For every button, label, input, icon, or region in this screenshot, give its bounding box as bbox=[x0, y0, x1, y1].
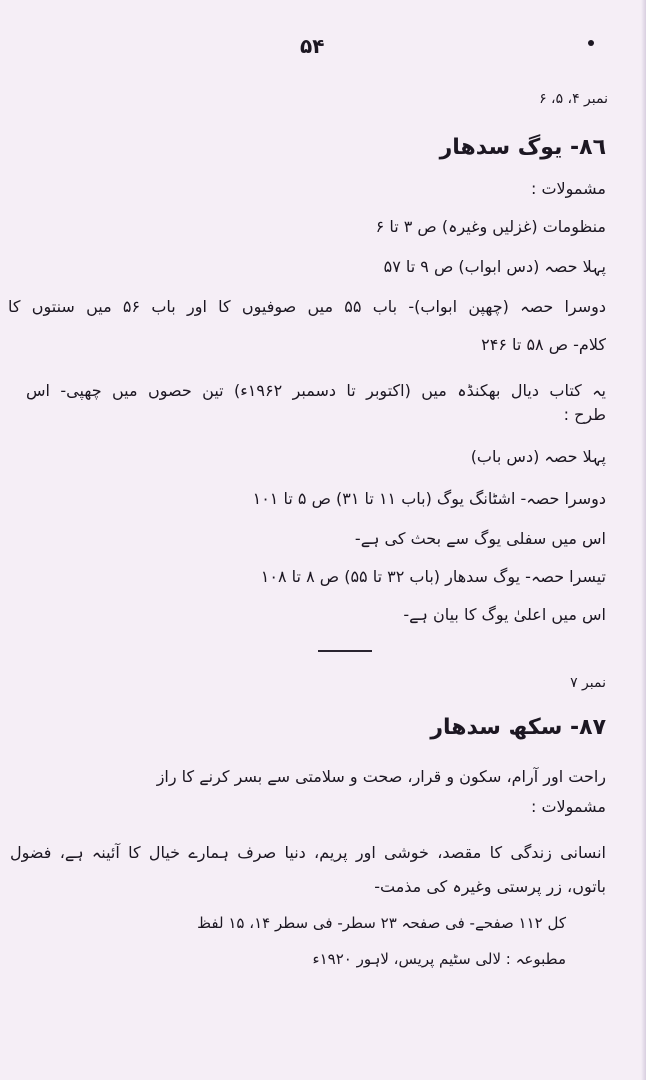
line-contents-label-2: مشمولات : bbox=[530, 797, 606, 816]
line-life-purpose: انسانی زندگی کا مقصد، خوشی اور پریم، دنیا صرف ہمارے خیال کا آئینہ ہے، فضول bbox=[10, 843, 606, 862]
line-condemnation: باتوں، زر پرستی وغیرہ کی مذمت- bbox=[374, 877, 606, 896]
line-publisher: مطبوعہ : لالی سٹیم پریس، لاہور ۱۹۲۰ء bbox=[312, 950, 566, 968]
line-numbers: نمبر ۴، ۵، ۶ bbox=[539, 91, 608, 107]
line-higher-yoga: اس میں اعلیٰ یوگ کا بیان ہے- bbox=[403, 605, 606, 624]
line-third-part: تیسرا حصہ- یوگ سدھار (باب ۳۲ تا ۵۵) ص ۸ تا ۱۰۸ bbox=[260, 567, 606, 586]
line-poems: منظومات (غزلیں وغیرہ) ص ۳ تا ۶ bbox=[375, 217, 606, 236]
line-part-one: پہلا حصہ (دس ابواب) ص ۹ تا ۵۷ bbox=[383, 257, 606, 276]
line-page-stats: کل ۱۱۲ صفحے- فی صفحہ ۲۳ سطر- فی سطر ۱۴، ۱۵ لفظ bbox=[197, 914, 566, 932]
page-number: ۵۴ bbox=[300, 34, 325, 58]
page-dot bbox=[588, 40, 594, 46]
line-number-7: نمبر ۷ bbox=[570, 675, 606, 691]
page-edge bbox=[641, 0, 646, 1080]
line-tarah: طرح : bbox=[563, 405, 606, 424]
line-kalam: کلام- ص ۵۸ تا ۲۴۶ bbox=[481, 335, 606, 354]
line-lower-yoga: اس میں سفلی یوگ سے بحث کی ہے- bbox=[354, 529, 606, 548]
line-part-two: دوسرا حصہ (چھپن ابواب)- باب ۵۵ میں صوفیوں کا اور باب ۵۶ میں سنتوں کا bbox=[8, 297, 606, 316]
line-contents-label: مشمولات : bbox=[530, 179, 606, 198]
line-second-part: دوسرا حصہ- اشٹانگ یوگ (باب ۱۱ تا ۳۱) ص ۵ تا ۱۰۱ bbox=[252, 489, 606, 508]
line-book-printed: یہ کتاب دیال بھکنڈہ میں (اکتوبر تا دسمبر ۱۹۶۲ء) تین حصوں میں چھپی- اس bbox=[26, 381, 606, 400]
section-divider bbox=[318, 650, 372, 652]
heading-87: ٨٧- سکھ سدھار bbox=[430, 715, 606, 740]
line-first-part: پہلا حصہ (دس باب) bbox=[470, 447, 606, 466]
line-subtitle: راحت اور آرام، سکون و قرار، صحت و سلامتی سے بسر کرنے کا راز bbox=[156, 767, 606, 786]
heading-86: ٨٦- یوگ سدھار bbox=[439, 135, 606, 160]
